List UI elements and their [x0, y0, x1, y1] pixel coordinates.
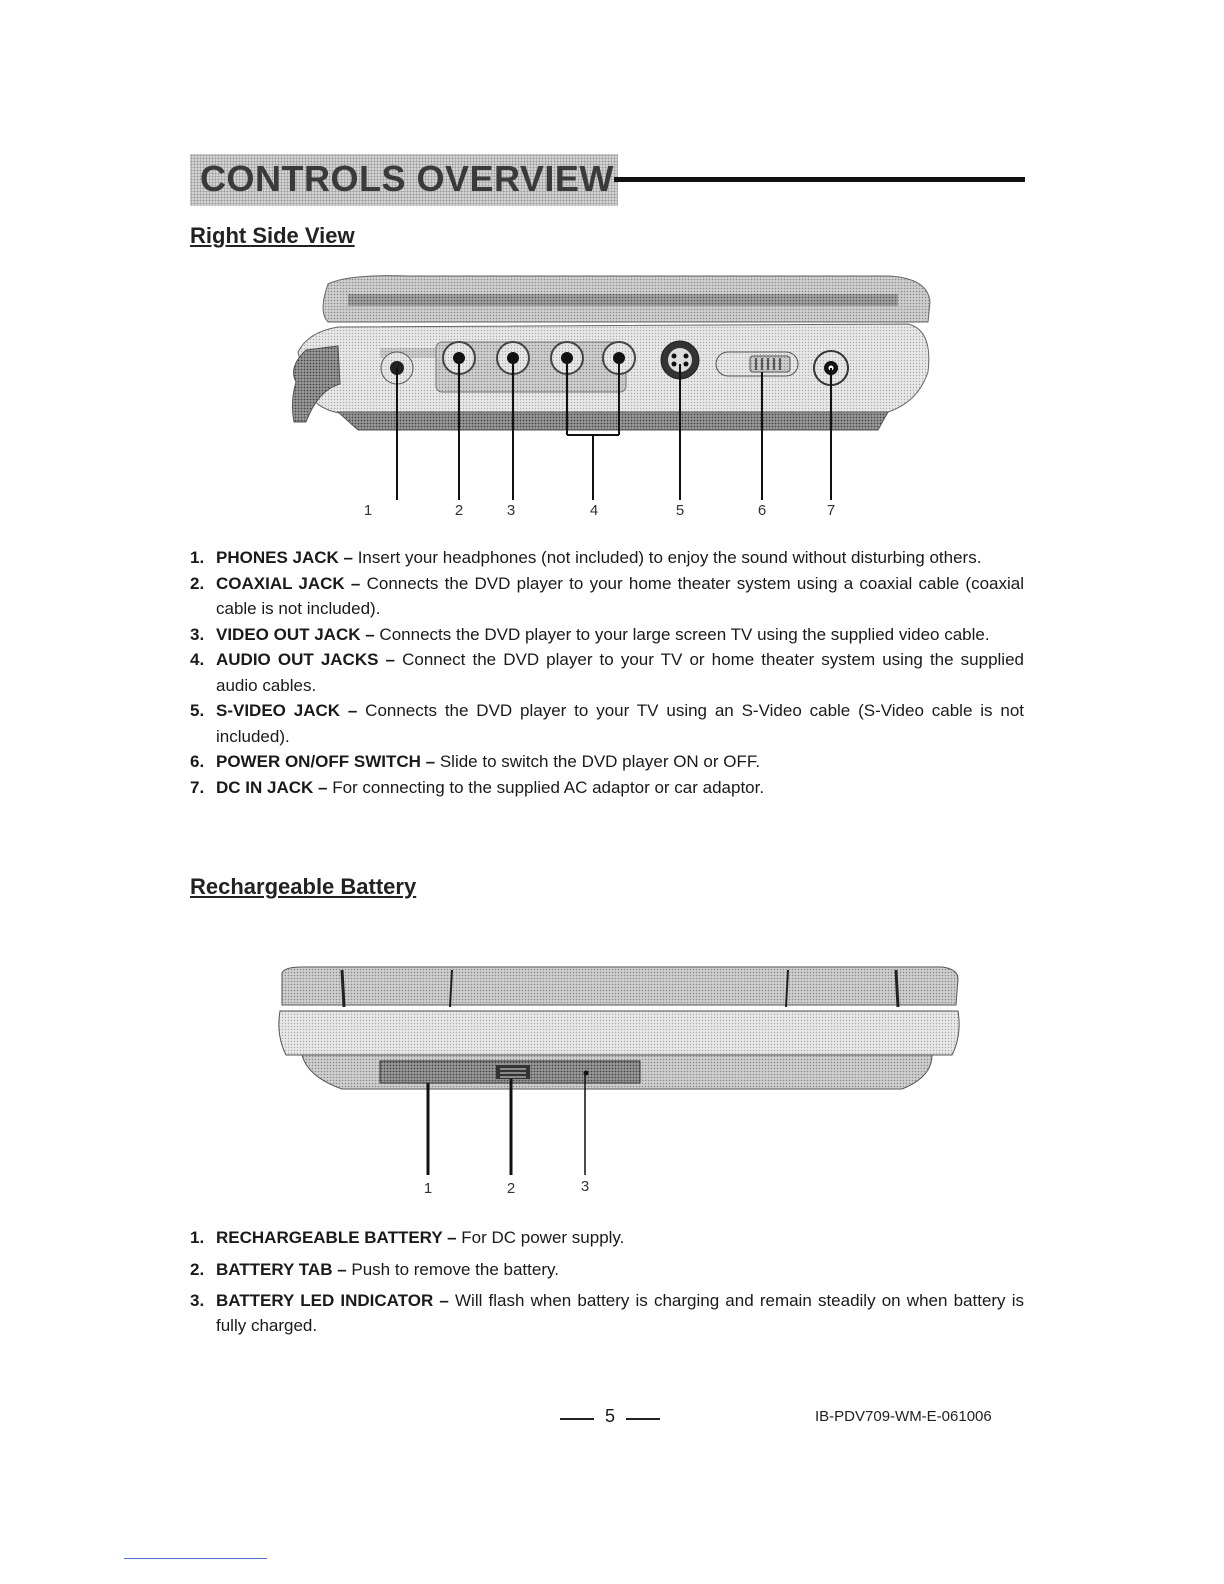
- right-side-view-heading: Right Side View: [190, 223, 355, 248]
- item-number: 1.: [190, 1228, 205, 1247]
- callout-number: 3: [580, 1178, 590, 1195]
- item-number: 6.: [190, 752, 205, 771]
- section-banner: [190, 154, 1025, 210]
- item-term: POWER ON/OFF SWITCH –: [216, 752, 436, 771]
- list-item: [190, 749, 1024, 775]
- callout-number: 2: [454, 502, 464, 519]
- section-title: CONTROLS OVERVIEW: [200, 158, 614, 199]
- item-number: 2.: [190, 1260, 205, 1279]
- document-code: IB-PDV709-WM-E-061006: [815, 1408, 992, 1425]
- list-item: [190, 775, 1024, 801]
- callout-number: 1: [363, 502, 373, 519]
- item-term: BATTERY LED INDICATOR –: [216, 1291, 449, 1310]
- callout-number: 6: [757, 502, 767, 519]
- callout-number: 3: [506, 502, 516, 519]
- item-number: 1.: [190, 548, 205, 567]
- item-text: Slide to switch the DVD player ON or OFF.: [435, 752, 761, 771]
- list-item: [190, 1224, 1024, 1252]
- list-item: [190, 545, 1024, 571]
- item-term: DC IN JACK –: [216, 777, 328, 797]
- banner-rule: [614, 177, 1025, 182]
- callout-number: 5: [675, 502, 685, 519]
- footer-link-rule: [124, 1558, 267, 1559]
- item-text: Insert your headphones (not included) to enjoy the sound without disturbing others.: [352, 548, 982, 567]
- callout-number: 7: [826, 502, 836, 519]
- rechargeable-battery-heading: Rechargeable Battery: [190, 874, 417, 899]
- list-item: [190, 622, 1024, 648]
- item-text: Push to remove the battery.: [346, 1260, 559, 1279]
- item-text: Will flash when battery is charging and remain steadily on when battery is fully charged.: [216, 1291, 1024, 1335]
- item-number: 2.: [190, 573, 205, 593]
- item-term: COAXIAL JACK –: [216, 573, 361, 593]
- right-side-illustration: [288, 272, 938, 522]
- list-item: [190, 1256, 1024, 1284]
- item-text: Connects the DVD player to your home theater system using a coaxial cable (coaxial cable is not included).: [216, 573, 1024, 618]
- item-text: Connects the DVD player to your large screen TV using the supplied video cable.: [374, 624, 990, 644]
- item-number: 7.: [190, 777, 205, 797]
- page-number-rule: [560, 1418, 594, 1420]
- item-number: 3.: [190, 624, 205, 644]
- callout-number: 4: [589, 502, 599, 519]
- item-term: BATTERY TAB –: [216, 1260, 347, 1279]
- page-number-rule: [626, 1418, 660, 1420]
- item-number: 4.: [190, 650, 205, 669]
- item-term: AUDIO OUT JACKS –: [216, 650, 395, 669]
- item-term: VIDEO OUT JACK –: [216, 624, 375, 644]
- item-text: For connecting to the supplied AC adaptor or car adaptor.: [327, 777, 765, 797]
- item-term: RECHARGEABLE BATTERY –: [216, 1228, 457, 1247]
- callout-number: 1: [423, 1180, 433, 1197]
- item-text: Connect the DVD player to your TV or home theater system using the supplied audio cables.: [216, 650, 1024, 695]
- list-item: [190, 571, 1024, 622]
- list-item: [190, 647, 1024, 698]
- right-side-descriptions: [190, 545, 1024, 800]
- list-item: [190, 1288, 1024, 1338]
- list-item: [190, 698, 1024, 749]
- item-text: For DC power supply.: [456, 1228, 625, 1247]
- page-number: [560, 1406, 660, 1430]
- item-text: Connects the DVD player to your TV using an S-Video cable (S-Video cable is not included).: [216, 701, 1024, 746]
- item-term: PHONES JACK –: [216, 548, 353, 567]
- page-number-text: 5: [604, 1406, 615, 1426]
- item-term: S-VIDEO JACK –: [216, 701, 358, 720]
- item-number: 3.: [190, 1291, 205, 1310]
- battery-illustration: [272, 965, 964, 1185]
- battery-descriptions: [190, 1224, 1024, 1342]
- callout-number: 2: [506, 1180, 516, 1197]
- item-number: 5.: [190, 701, 205, 720]
